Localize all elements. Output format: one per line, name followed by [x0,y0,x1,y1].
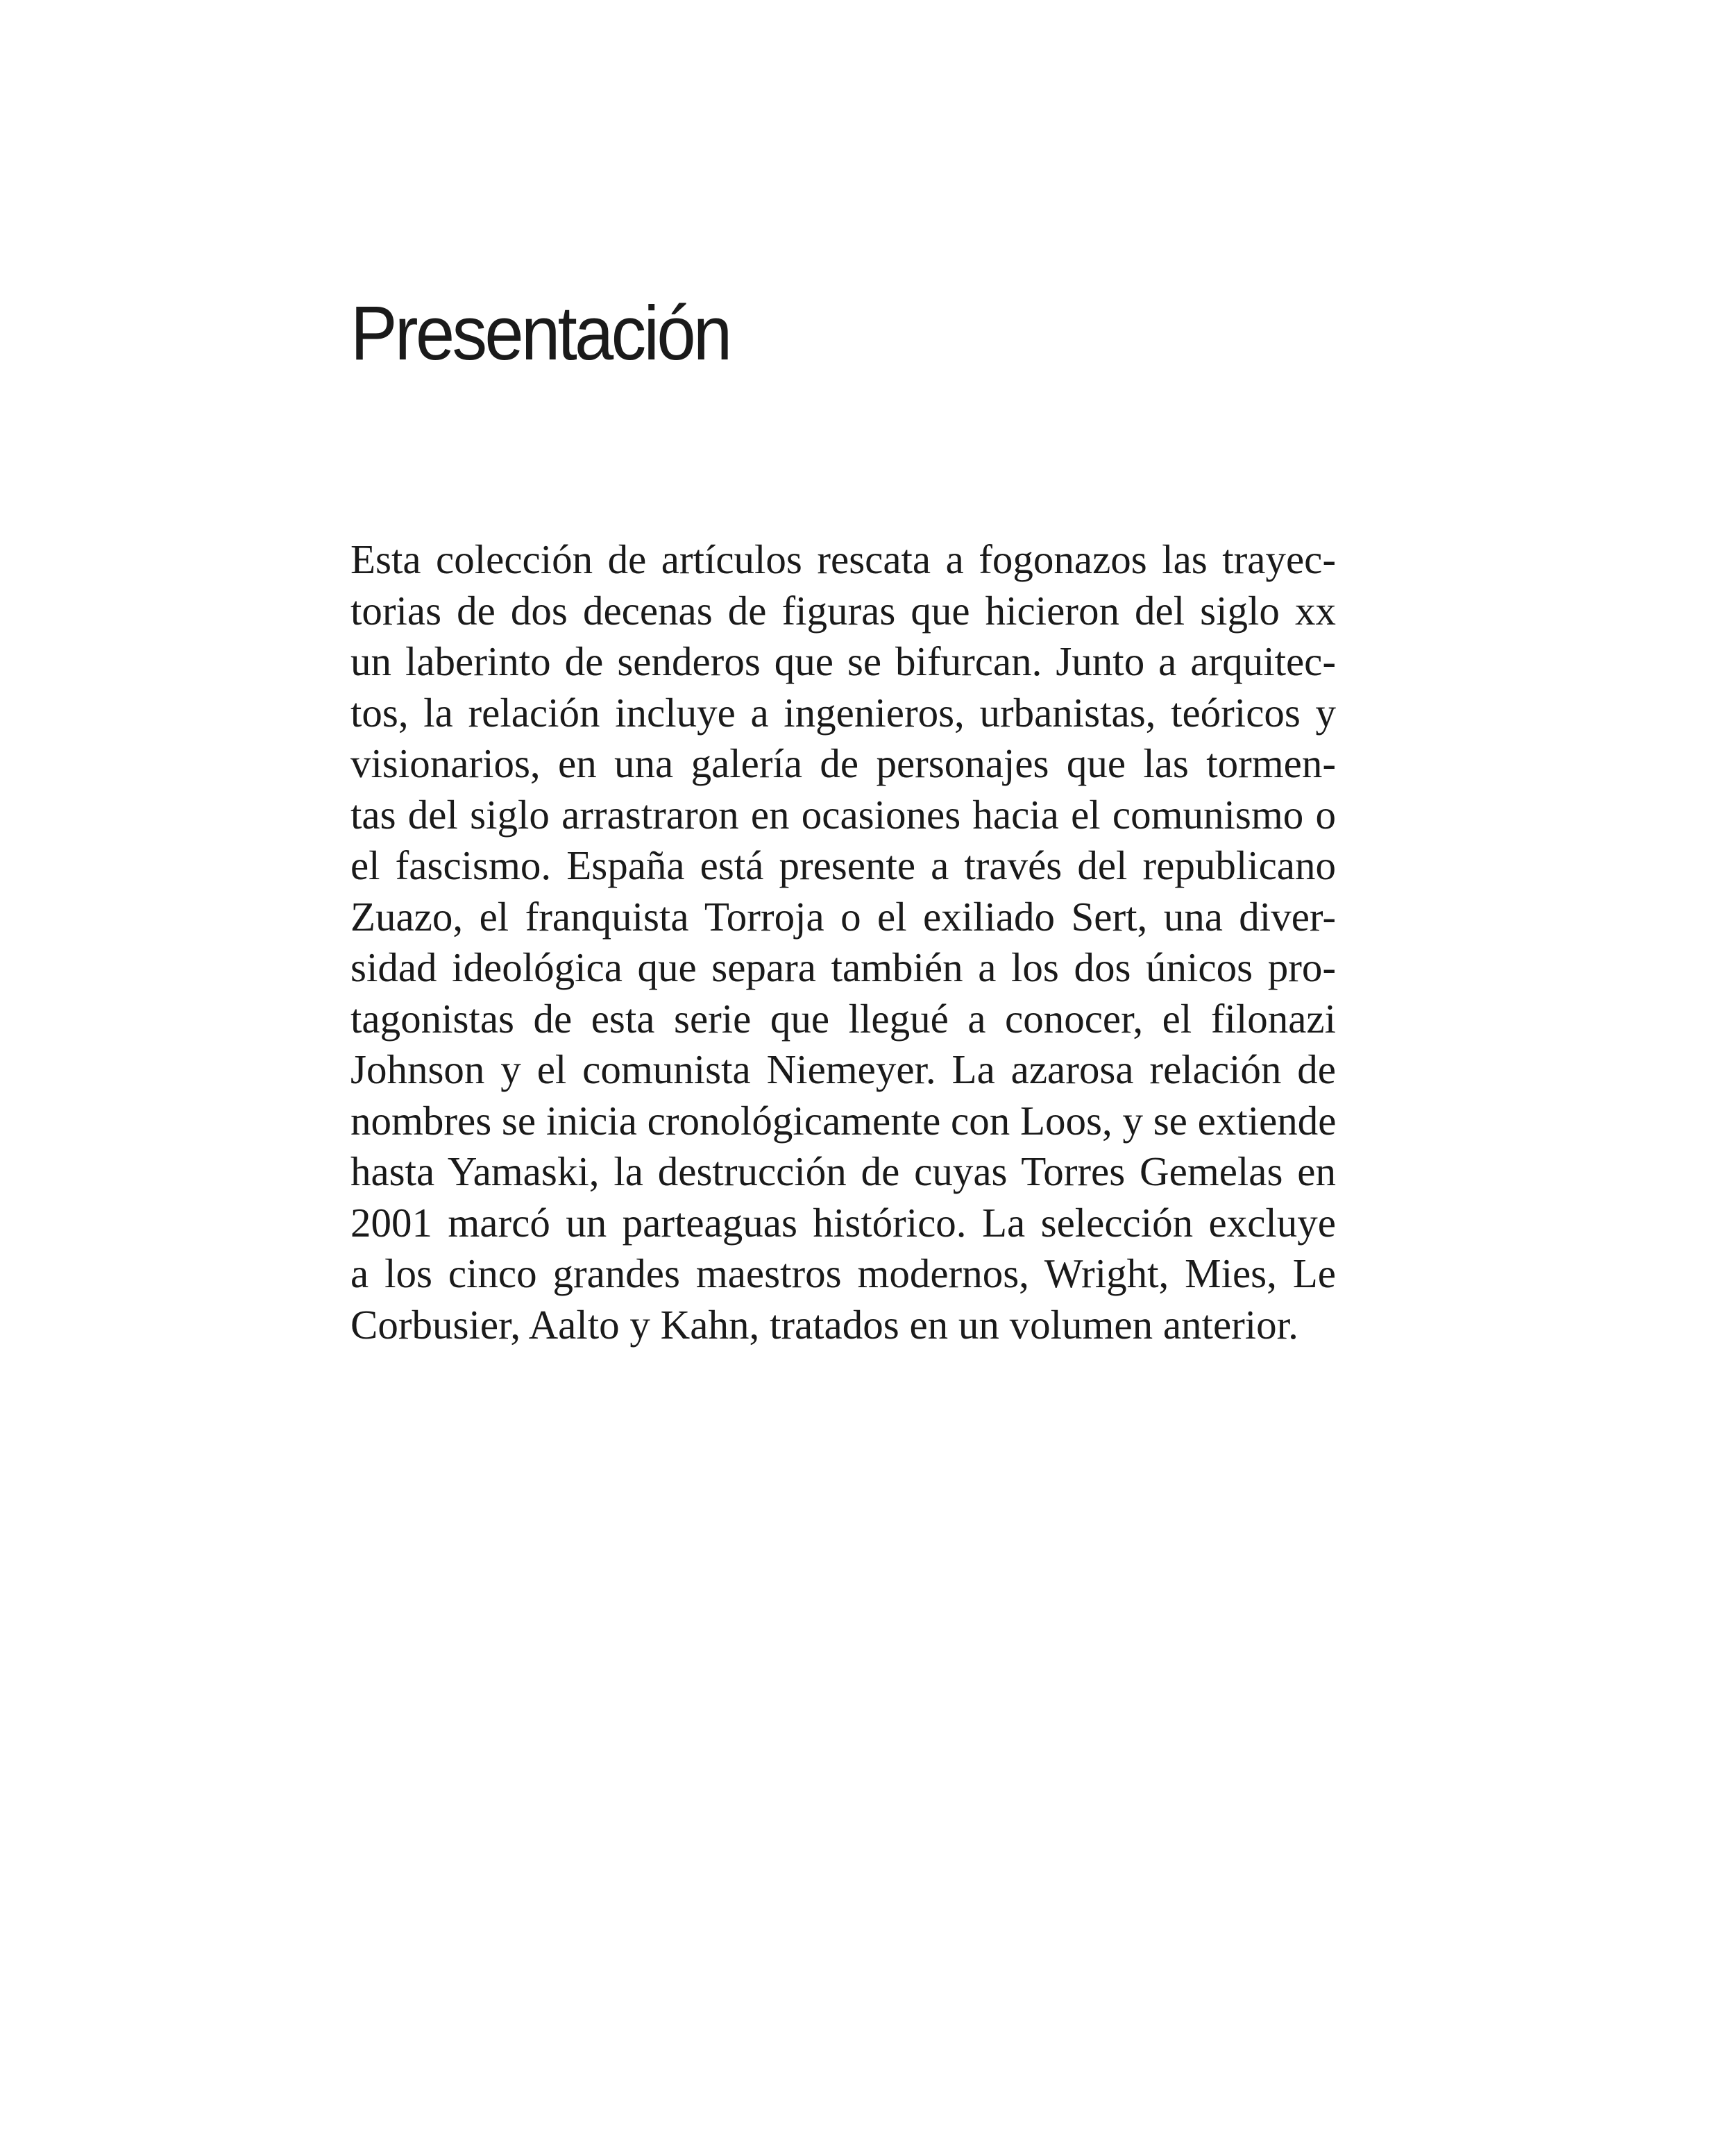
paragraph-line: Esta colección de artículos rescata a fogonazos las trayec- [350,536,1336,582]
paragraph-line: visionarios, en una galería de personajes que las tormen- [350,740,1336,786]
page-title: Presentación [350,291,730,376]
paragraph-line: 2001 marcó un parteaguas histórico. La selección excluye [350,1199,1336,1246]
paragraph-line: sidad ideológica que separa también a los dos únicos pro- [350,944,1336,990]
paragraph-line: el fascismo. España está presente a través del republicano [350,842,1336,888]
paragraph-line: hasta Yamaski, la destrucción de cuyas Torres Gemelas en [350,1148,1336,1194]
paragraph-line: tos, la relación incluye a ingenieros, urbanistas, teóricos y [350,689,1336,736]
paragraph-line: Johnson y el comunista Niemeyer. La azarosa relación de [350,1046,1336,1092]
presentation-paragraph [350,534,1336,1350]
paragraph-line: nombres se inicia cronológicamente con Loos, y se extiende [350,1097,1337,1144]
paragraph-line: torias de dos decenas de figuras que hicieron del siglo xx [350,587,1336,634]
paragraph-line: Corbusier, Aalto y Kahn, tratados en un volumen anterior. [350,1301,1298,1348]
paragraph-line: un laberinto de senderos que se bifurcan. Junto a arquitec- [350,638,1336,684]
paragraph-line: Zuazo, el franquista Torroja o el exiliado Sert, una diver- [350,893,1336,940]
paragraph-line: tas del siglo arrastraron en ocasiones hacia el comunismo o [350,791,1336,838]
paragraph-line: a los cinco grandes maestros modernos, Wright, Mies, Le [350,1250,1336,1296]
paragraph-line: tagonistas de esta serie que llegué a conocer, el filonazi [350,995,1336,1042]
